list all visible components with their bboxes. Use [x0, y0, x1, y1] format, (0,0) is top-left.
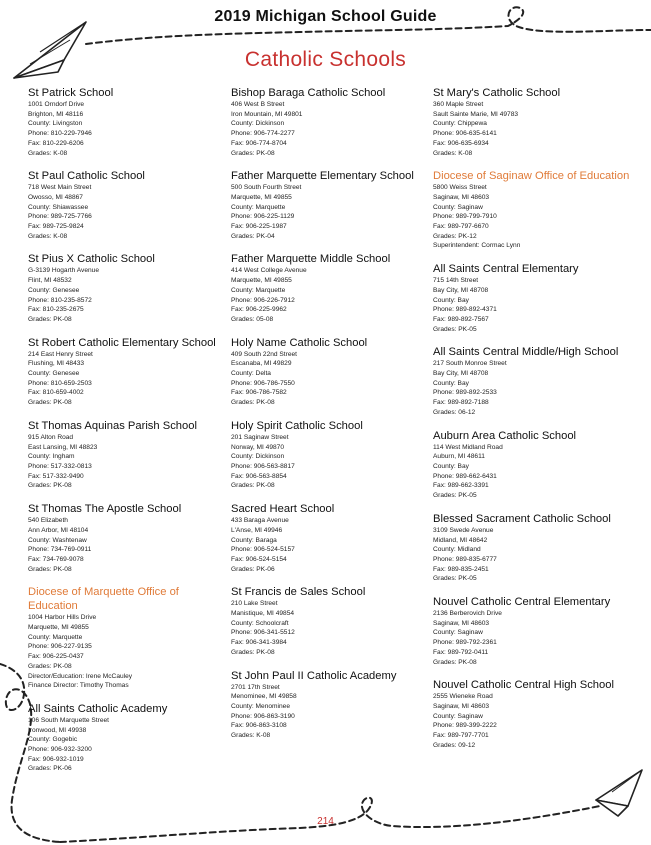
entry-detail-line: 406 West B Street — [231, 101, 285, 108]
entry-detail-line: Grades: 09-12 — [433, 741, 476, 749]
entry-detail-line: Fax: 989-792-0411 — [433, 648, 489, 656]
entry-detail-line: Fax: 906-524-5154 — [231, 555, 287, 563]
entry-detail-line: Phone: 989-835-6777 — [433, 555, 497, 563]
entry-detail-line: Fax: 989-797-6670 — [433, 223, 489, 231]
entry-detail-line: County: Genesee — [28, 370, 80, 378]
school-entry — [231, 336, 431, 408]
school-entry — [231, 252, 431, 324]
school-name: St Patrick School — [28, 87, 114, 99]
diocese-name: Diocese of Marquette Office of Education — [28, 586, 179, 613]
entry-detail-line: Fax: 906-225-1987 — [231, 223, 287, 231]
school-name: St Robert Catholic Elementary School — [28, 336, 216, 349]
entry-detail-line: County: Marquette — [28, 633, 83, 641]
school-entry — [433, 678, 633, 750]
entry-detail-line: Grades: PK-05 — [433, 325, 477, 333]
school-name: All Saints Central Elementary — [433, 263, 579, 276]
entry-detail-line: Marquette, MI 49855 — [28, 624, 89, 632]
entry-detail-line: Phone: 734-769-0911 — [28, 546, 92, 554]
school-name: Holy Name Catholic School — [231, 336, 368, 349]
entry-detail-line: Fax: 810-229-6206 — [28, 139, 84, 147]
entry-detail-line: Ann Arbor, MI 48104 — [28, 526, 89, 534]
entry-detail-line: Fax: 989-797-7701 — [433, 732, 489, 740]
school-name: All Saints Central Middle/High School — [433, 346, 619, 359]
school-entry — [28, 252, 228, 324]
school-name: Auburn Area Catholic School — [433, 429, 577, 442]
entry-detail-line: County: Dickinson — [231, 453, 285, 461]
column-2 — [231, 86, 431, 752]
entry-detail-line: Grades: PK-05 — [433, 575, 477, 583]
entry-detail-line: Grades: 05-08 — [231, 315, 274, 323]
entry-detail-line: County: Ingham — [28, 453, 75, 461]
entry-detail-line: Saginaw, MI 48603 — [433, 702, 490, 710]
entry-detail-line: Grades: PK-08 — [28, 482, 72, 490]
entry-detail-line: Phone: 810-229-7946 — [28, 130, 92, 138]
entry-detail-line: Fax: 906-635-6934 — [433, 139, 489, 147]
entry-detail-line: Marquette, MI 49855 — [231, 277, 292, 285]
school-entry — [28, 86, 228, 158]
school-entry — [28, 169, 228, 241]
school-name: St Thomas Aquinas Parish School — [28, 419, 197, 432]
entry-detail-line: Escanaba, MI 49829 — [231, 360, 292, 368]
entry-detail-line: 3109 Swede Avenue — [433, 526, 494, 534]
entry-detail-line: Fax: 906-341-3984 — [231, 639, 287, 647]
entry-detail-line: 409 South 22nd Street — [231, 350, 297, 358]
entry-detail-line: Phone: 906-226-7912 — [231, 296, 295, 304]
entry-detail-line: County: Baraga — [231, 536, 277, 544]
entry-detail-line: 2136 Berberovich Drive — [433, 610, 502, 618]
entry-detail-line: Grades: K-08 — [28, 232, 68, 240]
school-name: St Paul Catholic School — [28, 170, 145, 183]
entry-detail-line: County: Menominee — [231, 702, 291, 710]
entry-detail-line: County: Saginaw — [433, 712, 483, 720]
entry-detail-line: Saginaw, MI 48603 — [433, 619, 490, 627]
school-name: St John Paul II Catholic Academy — [231, 669, 397, 682]
school-name: All Saints Catholic Academy — [28, 702, 168, 715]
entry-detail-line: Fax: 906-786-7582 — [231, 389, 287, 397]
entry-detail-line: Phone: 906-227-9135 — [28, 643, 92, 651]
entry-detail-line: Phone: 906-563-8817 — [231, 462, 295, 470]
entry-detail-line: County: Shiawassee — [28, 203, 89, 211]
entry-detail-line: Grades: PK-06 — [231, 565, 275, 573]
school-name: Nouvel Catholic Central High School — [433, 679, 614, 692]
entry-detail-line: Manistique, MI 49854 — [231, 610, 295, 618]
entry-detail-line: 214 East Henry Street — [28, 350, 93, 358]
entry-detail-line: Grades: PK-08 — [231, 482, 275, 490]
column-1 — [28, 86, 228, 785]
entry-detail-line: County: Bay — [433, 296, 469, 304]
entry-detail-line: County: Saginaw — [433, 629, 483, 637]
entry-detail-line: Grades: PK-08 — [28, 315, 72, 323]
entry-detail-line: Grades: PK-08 — [433, 658, 477, 666]
diocese-entry — [28, 585, 228, 691]
entry-detail-line: Phone: 906-774-2277 — [231, 130, 295, 138]
school-entry — [433, 595, 633, 667]
school-name: St Pius X Catholic School — [28, 253, 155, 266]
entry-detail-line: Grades: 06-12 — [433, 408, 476, 416]
school-name: St Mary's Catholic School — [433, 87, 561, 99]
entry-detail-line: 1004 Harbor Hills Drive — [28, 614, 97, 622]
entry-detail-line: Fax: 989-835-2451 — [433, 565, 489, 573]
entry-detail-line: Phone: 989-662-6431 — [433, 472, 497, 480]
entry-detail-line: G-3139 Hogarth Avenue — [28, 267, 99, 275]
entry-detail-line: Fax: 734-769-9078 — [28, 555, 84, 563]
school-entry — [433, 86, 633, 158]
entry-detail-line: Fax: 906-932-1019 — [28, 755, 84, 763]
entry-detail-line: Phone: 989-792-2361 — [433, 639, 497, 647]
entry-detail-line: 1001 Orndorf Drive — [28, 101, 85, 108]
school-name: Father Marquette Elementary School — [231, 170, 414, 183]
entry-detail-line: 210 Lake Street — [231, 600, 278, 608]
entry-detail-line: Grades: K-08 — [28, 149, 68, 157]
entry-detail-line: Phone: 810-235-8572 — [28, 296, 92, 304]
entry-detail-line: Sault Sainte Marie, MI 49783 — [433, 110, 519, 118]
entry-detail-line: Fax: 989-892-7188 — [433, 399, 489, 407]
entry-detail-line: 360 Maple Street — [433, 101, 484, 108]
school-name: Nouvel Catholic Central Elementary — [433, 596, 611, 609]
entry-detail-line: Fax: 906-225-0437 — [28, 653, 84, 661]
entry-detail-line: Grades: PK-08 — [231, 648, 275, 656]
school-entry — [433, 345, 633, 417]
school-name: Holy Spirit Catholic School — [231, 419, 363, 432]
entry-detail-line: Grades: PK-08 — [28, 662, 72, 670]
entry-detail-line: Norway, MI 49870 — [231, 443, 285, 451]
entry-detail-line: Fax: 906-225-9962 — [231, 306, 287, 314]
entry-detail-line: 915 Alton Road — [28, 433, 74, 441]
entry-detail-line: County: Marquette — [231, 286, 286, 294]
entry-detail-line: Flint, MI 48532 — [28, 277, 72, 285]
entry-detail-line: Auburn, MI 48611 — [433, 453, 485, 461]
entry-detail-line: Grades: PK-12 — [433, 232, 477, 240]
school-name: Father Marquette Middle School — [231, 253, 391, 266]
entry-detail-line: County: Genesee — [28, 286, 80, 294]
page-number: 214 — [317, 816, 334, 827]
paper-plane-icon — [596, 770, 642, 816]
entry-detail-line: Phone: 989-892-4371 — [433, 306, 497, 314]
entry-detail-line: Fax: 989-892-7567 — [433, 315, 489, 323]
entry-detail-line: Midland, MI 48642 — [433, 536, 488, 544]
entry-detail-line: Phone: 989-399-2222 — [433, 722, 497, 730]
school-entry — [28, 336, 228, 408]
entry-detail-line: Grades: PK-06 — [28, 765, 72, 773]
entry-detail-line: Owosso, MI 48867 — [28, 193, 83, 201]
entry-detail-line: County: Washtenaw — [28, 536, 87, 544]
entry-detail-line: Fax: 906-863-3108 — [231, 722, 287, 730]
entry-detail-line: 715 14th Street — [433, 277, 479, 285]
school-entry — [231, 669, 431, 741]
entry-detail-line: Saginaw, MI 48603 — [433, 193, 490, 201]
entry-detail-line: Phone: 906-932-3200 — [28, 746, 92, 754]
entry-detail-line: Grades: K-08 — [433, 149, 473, 157]
entry-detail-line: Phone: 906-863-3190 — [231, 712, 295, 720]
school-entry — [433, 262, 633, 334]
school-name: Sacred Heart School — [231, 503, 335, 516]
entry-detail-line: Phone: 906-341-5512 — [231, 629, 295, 637]
entry-detail-line: Fax: 989-725-9824 — [28, 223, 84, 231]
school-entry — [433, 512, 633, 584]
entry-detail-line: County: Delta — [231, 370, 271, 378]
entry-detail-line: 414 West College Avenue — [231, 267, 307, 275]
entry-detail-line: Menominee, MI 49858 — [231, 693, 297, 701]
entry-detail-line: Fax: 906-563-8854 — [231, 472, 287, 480]
entry-detail-line: Director/Education: Irene McCauley — [28, 672, 133, 680]
entry-detail-line: Fax: 906-774-8704 — [231, 139, 287, 147]
entry-detail-line: Grades: PK-04 — [231, 232, 275, 240]
entry-detail-line: Phone: 517-332-0813 — [28, 462, 92, 470]
school-entry — [231, 585, 431, 657]
entry-detail-line: 2701 17th Street — [231, 683, 280, 691]
school-entry — [28, 502, 228, 574]
page-title: Catholic Schools — [244, 48, 407, 71]
entry-detail-line: County: Gogebic — [28, 736, 78, 744]
school-entry — [28, 702, 228, 774]
entry-detail-line: Grades: PK-08 — [231, 149, 275, 157]
entry-detail-line: County: Midland — [433, 546, 481, 554]
school-entry — [28, 419, 228, 491]
entry-detail-line: Fax: 989-662-3391 — [433, 482, 489, 490]
entry-detail-line: L'Anse, MI 49946 — [231, 526, 283, 534]
entry-detail-line: Phone: 906-225-1129 — [231, 213, 295, 221]
entry-detail-line: Phone: 989-892-2533 — [433, 389, 497, 397]
entry-detail-line: Phone: 989-725-7766 — [28, 213, 92, 221]
entry-detail-line: Ironwood, MI 49938 — [28, 726, 87, 734]
school-entry — [231, 419, 431, 491]
entry-detail-line: County: Dickinson — [231, 120, 285, 128]
entry-detail-line: 217 South Monroe Street — [433, 360, 507, 368]
entry-detail-line: County: Livingston — [28, 120, 83, 128]
school-name: St Thomas The Apostle School — [28, 503, 182, 516]
school-name: Bishop Baraga Catholic School — [231, 87, 386, 99]
school-entry — [231, 502, 431, 574]
school-name: St Francis de Sales School — [231, 586, 366, 599]
entry-detail-line: 718 West Main Street — [28, 184, 92, 192]
column-3 — [433, 86, 633, 761]
diocese-name: Diocese of Saginaw Office of Education — [433, 170, 630, 183]
entry-detail-line: County: Bay — [433, 462, 469, 470]
school-name: Blessed Sacrament Catholic School — [433, 512, 611, 525]
school-entry — [231, 169, 431, 241]
entry-detail-line: Phone: 906-786-7550 — [231, 379, 295, 387]
entry-detail-line: Fax: 517-332-9490 — [28, 472, 84, 480]
entry-detail-line: Phone: 989-799-7910 — [433, 213, 497, 221]
entry-detail-line: Grades: PK-08 — [28, 399, 72, 407]
school-entry — [231, 86, 431, 158]
entry-detail-line: East Lansing, MI 48823 — [28, 443, 98, 451]
entry-detail-line: Bay City, MI 48708 — [433, 286, 489, 294]
guide-title: 2019 Michigan School Guide — [214, 8, 437, 25]
entry-detail-line: 201 Saginaw Street — [231, 433, 289, 441]
entry-detail-line: Iron Mountain, MI 49801 — [231, 110, 303, 118]
entry-detail-line: Grades: PK-08 — [231, 399, 275, 407]
entry-detail-line: 114 West Midland Road — [433, 443, 503, 451]
entry-detail-line: Phone: 810-659-2503 — [28, 379, 92, 387]
diocese-entry — [433, 169, 633, 251]
entry-detail-line: Grades: PK-05 — [433, 492, 477, 500]
entry-detail-line: County: Bay — [433, 379, 469, 387]
entry-detail-line: County: Saginaw — [433, 203, 483, 211]
entry-detail-line: 433 Baraga Avenue — [231, 517, 289, 525]
entry-detail-line: County: Chippewa — [433, 120, 487, 128]
entry-detail-line: Flushing, MI 48433 — [28, 360, 85, 368]
entry-detail-line: Grades: K-08 — [231, 732, 271, 740]
entry-detail-line: 500 South Fourth Street — [231, 184, 302, 192]
entry-detail-line: Grades: PK-08 — [28, 565, 72, 573]
entry-detail-line: County: Marquette — [231, 203, 286, 211]
entry-detail-line: 106 South Marquette Street — [28, 716, 110, 724]
entry-detail-line: Marquette, MI 49855 — [231, 193, 292, 201]
entry-detail-line: Fax: 810-235-2675 — [28, 306, 84, 314]
entry-detail-line: Fax: 810-659-4002 — [28, 389, 84, 397]
entry-detail-line: 2555 Wieneke Road — [433, 693, 493, 701]
entry-detail-line: County: Schoolcraft — [231, 619, 289, 627]
entry-detail-line: 540 Elizabeth — [28, 517, 68, 525]
entry-detail-line: Phone: 906-635-6141 — [433, 130, 497, 138]
entry-detail-line: Brighton, MI 48116 — [28, 110, 84, 118]
entry-detail-line: Finance Director: Timothy Thomas — [28, 682, 129, 690]
entry-detail-line: Bay City, MI 48708 — [433, 370, 489, 378]
entry-detail-line: 5800 Weiss Street — [433, 184, 487, 192]
school-entry — [433, 429, 633, 501]
entry-detail-line: Superintendent: Cormac Lynn — [433, 242, 521, 250]
entry-detail-line: Phone: 906-524-5157 — [231, 546, 295, 554]
